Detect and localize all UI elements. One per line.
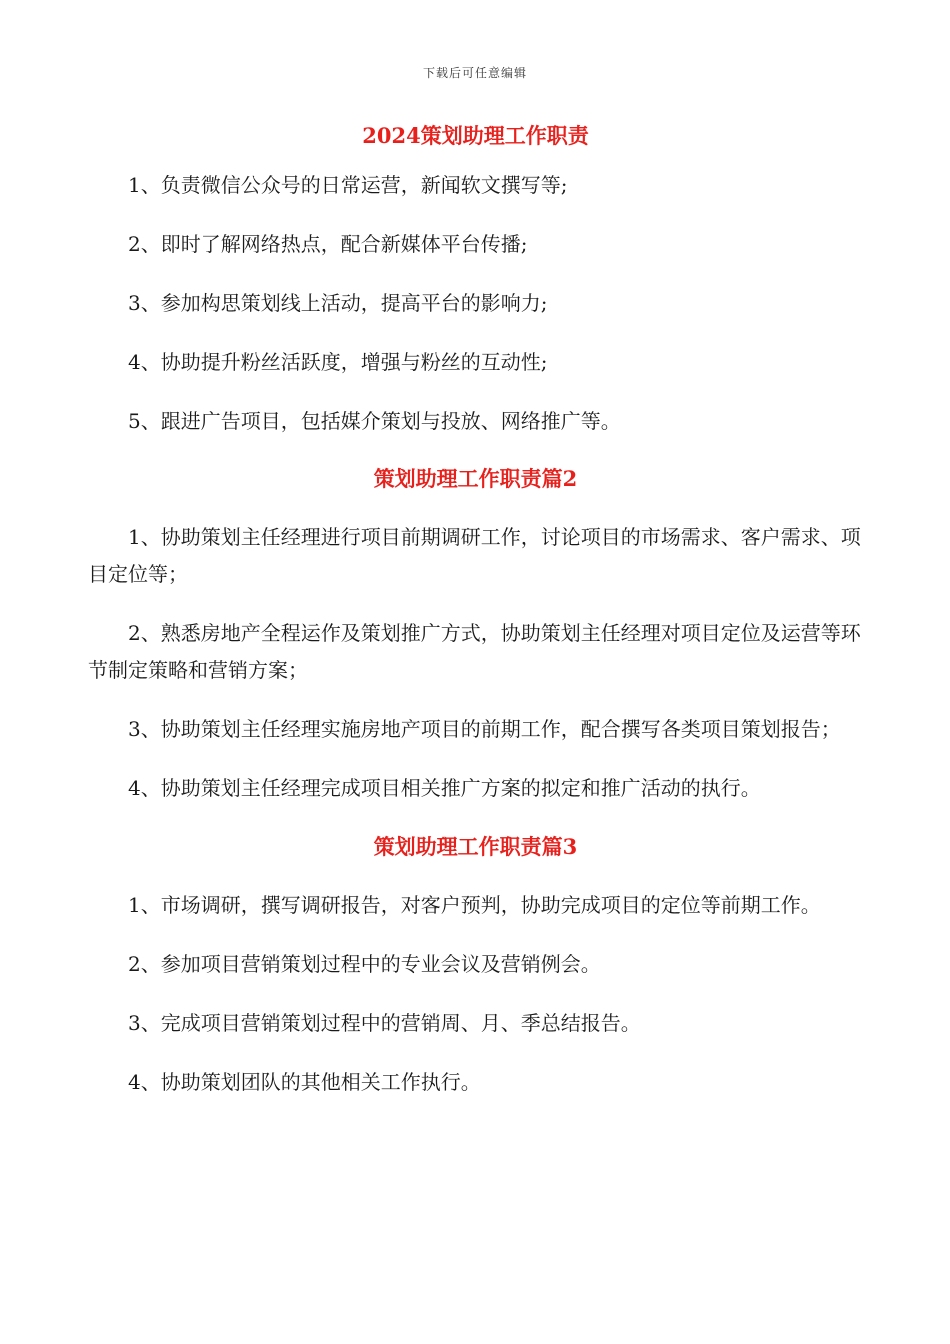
paragraph: 4、协助策划主任经理完成项目相关推广方案的拟定和推广活动的执行。	[128, 776, 761, 800]
section-title: 策划助理工作职责篇3	[373, 834, 578, 859]
document-body	[88, 118, 863, 1101]
paragraph: 2、即时了解网络热点，配合新媒体平台传播;	[128, 232, 528, 256]
section-title: 2024策划助理工作职责	[362, 123, 589, 148]
paragraph: 3、协助策划主任经理实施房地产项目的前期工作，配合撰写各类项目策划报告；	[128, 717, 841, 741]
paragraph: 3、参加构思策划线上活动，提高平台的影响力;	[128, 291, 548, 315]
section-title: 策划助理工作职责篇2	[373, 466, 578, 491]
paragraph: 4、协助策划团队的其他相关工作执行。	[128, 1070, 481, 1094]
paragraph: 1、负责微信公众号的日常运营，新闻软文撰写等;	[128, 173, 568, 197]
paragraph: 5、跟进广告项目，包括媒介策划与投放、网络推广等。	[128, 409, 621, 433]
paragraph: 2、熟悉房地产全程运作及策划推广方式，协助策划主任经理对项目定位及运营等环节制定策略和营销方案；	[88, 621, 861, 682]
paragraph: 4、协助提升粉丝活跃度，增强与粉丝的互动性;	[128, 350, 548, 374]
paragraph: 3、完成项目营销策划过程中的营销周、月、季总结报告。	[128, 1011, 641, 1035]
header-note: 下载后可任意编辑	[422, 66, 527, 80]
paragraph: 1、协助策划主任经理进行项目前期调研工作，讨论项目的市场需求、客户需求、项目定位等；	[88, 525, 861, 586]
paragraph: 2、参加项目营销策划过程中的专业会议及营销例会。	[128, 952, 601, 976]
paragraph: 1、市场调研，撰写调研报告，对客户预判，协助完成项目的定位等前期工作。	[128, 893, 821, 917]
